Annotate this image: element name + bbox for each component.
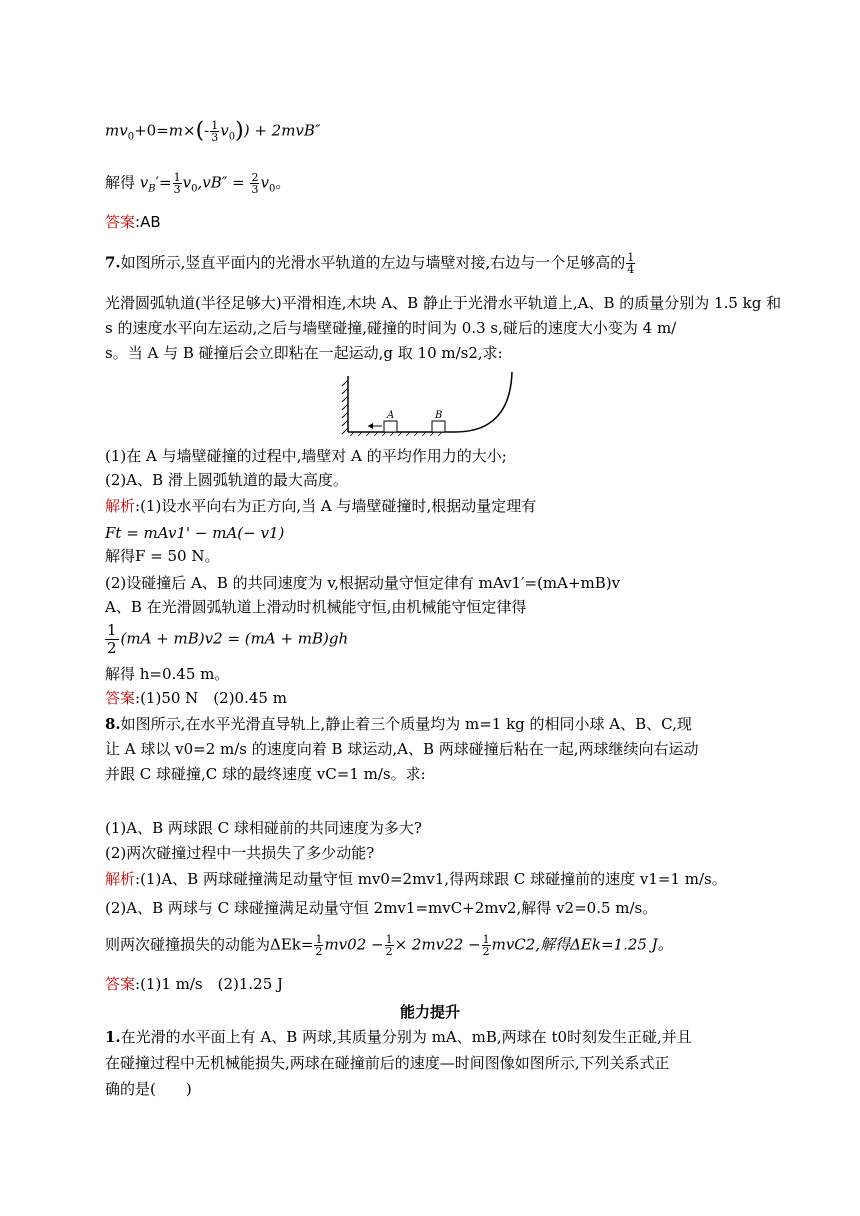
- q7-line3: s 的速度水平向左运动,之后与墙壁碰撞,碰撞的时间为 0.3 s,碰后的速度大小变为 4 m/: [105, 319, 677, 337]
- equation-momentum: $mv_0+0=m\times(-$ $\frac{1}{3}$ $v_0)) + 2mvB''$: [105, 118, 321, 144]
- q8-answer: 答案:(1)1 m/s (2)1.25 J: [105, 975, 284, 993]
- q8-solution-3: 则两次碰撞损失的动能为ΔEk= $\frac{1}{2}$ mv02 − $\frac{1}{2}$ × 2mv22 − $\frac{1}{2}$ mvC2,解得ΔEk=1.25 J。: [105, 933, 673, 958]
- q7-solution-3: A、B 在光滑圆弧轨道上滑动时机械能守恒,由机械能守恒定律得: [105, 598, 527, 616]
- q8-solution-1: 解析:(1)A、B 两球碰撞满足动量守恒 mv0=2mv1,得两球跟 C 球碰撞前的速度 v1=1 m/s。: [105, 870, 727, 888]
- q7-line1: 7.如图所示,竖直平面内的光滑水平轨道的左边与墙壁对接,右边与一个足够高的 $\frac{1}{4}$: [105, 251, 635, 276]
- track-figure: [340, 370, 520, 440]
- q7-eq2: 解得F = 50 N。: [105, 547, 220, 565]
- q8-part2: (2)两次碰撞过程中一共损失了多少动能?: [105, 844, 375, 862]
- label-b: B: [435, 410, 443, 421]
- label-a: A: [387, 410, 395, 421]
- q8-solution-2: (2)A、B 两球与 C 球碰撞满足动量守恒 2mv1=mvC+2mv2,解得 v2=0.5 m/s。: [105, 899, 658, 917]
- section-heading: 能力提升: [399, 1003, 460, 1021]
- q7-solution-2: (2)设碰撞后 A、B 的共同速度为 v,根据动量守恒定律有 mAv1′=(mA+mB)v: [105, 574, 621, 592]
- q7-eq3: $\frac{1}{2}$ (mA + mB)v2 = (mA + mB)gh: [107, 621, 349, 657]
- equation-solution: 解得 $v_B'=$ $\frac{1}{3}$ $v_0,vB''$ = $\frac{2}{3}$ $v_0$。: [105, 171, 291, 196]
- q1-line2: 在碰撞过程中无机械能损失,两球在碰撞前后的速度—时间图像如图所示,下列关系式正: [105, 1054, 670, 1072]
- q8-line3: 并跟 C 球碰撞,C 球的最终速度 vC=1 m/s。求:: [105, 765, 426, 783]
- arc-track: [455, 372, 512, 432]
- q7-answer: 答案:(1)50 N (2)0.45 m: [105, 689, 287, 707]
- q7-line4: s。当 A 与 B 碰撞后会立即粘在一起运动,g 取 10 m/s2,求:: [105, 344, 503, 362]
- wall-hatch: [342, 380, 348, 434]
- block-b: [432, 421, 445, 432]
- q7-eq1: Ft = mAv1' − mA(− v1): [105, 524, 285, 542]
- block-a: [384, 421, 397, 432]
- q7-solution-1: 解析:(1)设水平向右为正方向,当 A 与墙壁碰撞时,根据动量定理有: [105, 497, 537, 515]
- q8-line2: 让 A 球以 v0=2 m/s 的速度向着 B 球运动,A、B 两球碰撞后粘在一起,两球继续向右运动: [105, 740, 699, 758]
- q7-part1: (1)在 A 与墙壁碰撞的过程中,墙壁对 A 的平均作用力的大小;: [105, 447, 507, 465]
- q8-line1: 8.如图所示,在水平光滑直导轨上,静止着三个质量均为 m=1 kg 的相同小球 A、B、C,现: [105, 715, 692, 733]
- answer-ab: 答案:AB: [105, 213, 161, 231]
- q1-line3: 确的是( ): [105, 1080, 192, 1098]
- q7-line2: 光滑圆弧轨道(半径足够大)平滑相连,木块 A、B 静止于光滑水平轨道上,A、B 的质量分别为 1.5 kg 和: [105, 294, 782, 312]
- q7-part2: (2)A、B 滑上圆弧轨道的最大高度。: [105, 471, 348, 489]
- q7-solution-4: 解得 h=0.45 m。: [105, 665, 230, 683]
- q8-number: 8.: [105, 715, 121, 733]
- q7-number: 7.: [105, 253, 121, 272]
- q1-number: 1.: [105, 1028, 121, 1046]
- solution-label: 解析: [105, 497, 136, 515]
- q8-part1: (1)A、B 两球跟 C 球相碰前的共同速度为多大?: [105, 819, 422, 837]
- arrow-head: [368, 423, 373, 429]
- q1-line1: 1.在光滑的水平面上有 A、B 两球,其质量分别为 mA、mB,两球在 t0时刻发生正碰,并且: [105, 1028, 692, 1046]
